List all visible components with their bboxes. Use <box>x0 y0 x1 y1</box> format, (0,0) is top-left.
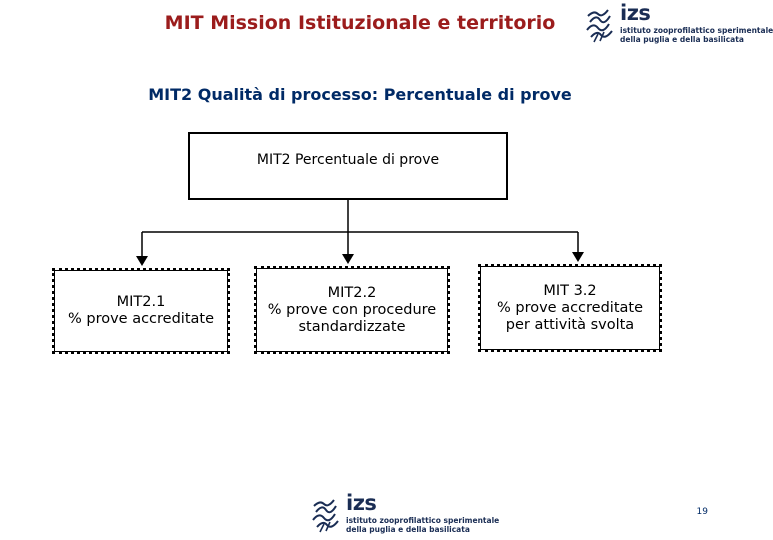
child-node-text: % prove accreditate <box>496 299 644 316</box>
child-node-code: MIT 3.2 <box>543 282 597 299</box>
logo-tagline <box>346 516 500 534</box>
child-node-code: MIT2.1 <box>116 294 166 310</box>
logo-tagline-line: istituto zooprofilattico sperimentale <box>620 26 773 35</box>
logo-name: izs <box>346 491 377 515</box>
logo-tagline-line: della puglia e della basilicata <box>620 35 744 44</box>
arrowhead-child-1 <box>136 256 148 266</box>
izs-logo-footer <box>310 491 500 538</box>
child-node-mit3-2 <box>478 264 662 352</box>
logo-name: izs <box>620 1 651 25</box>
child-node-text: % prove con procedure <box>267 301 437 318</box>
child-node-text: % prove accreditate <box>67 311 215 327</box>
logo-tagline-line: istituto zooprofilattico sperimentale <box>346 516 500 525</box>
logo-tagline-line: della puglia e della basilicata <box>346 525 470 534</box>
child-node-mit2-2 <box>254 266 450 354</box>
child-node-mit2-1 <box>52 268 230 354</box>
child-node-text: standardizzate <box>298 318 406 335</box>
arrowhead-child-2 <box>342 254 354 264</box>
child-node-text: per attività svolta <box>505 316 635 333</box>
page-number: 19 <box>696 507 708 517</box>
root-node-label: MIT2 Percentuale di prove <box>256 152 440 168</box>
arrowhead-child-3 <box>572 252 584 262</box>
izs-logo-icon <box>310 494 342 536</box>
child-node-code: MIT2.2 <box>327 284 377 301</box>
slide-title: MIT Mission Istituzionale e territorio <box>164 12 556 34</box>
root-node-box <box>188 132 508 200</box>
slide-subtitle: MIT2 Qualità di processo: Percentuale di prove <box>148 85 572 104</box>
